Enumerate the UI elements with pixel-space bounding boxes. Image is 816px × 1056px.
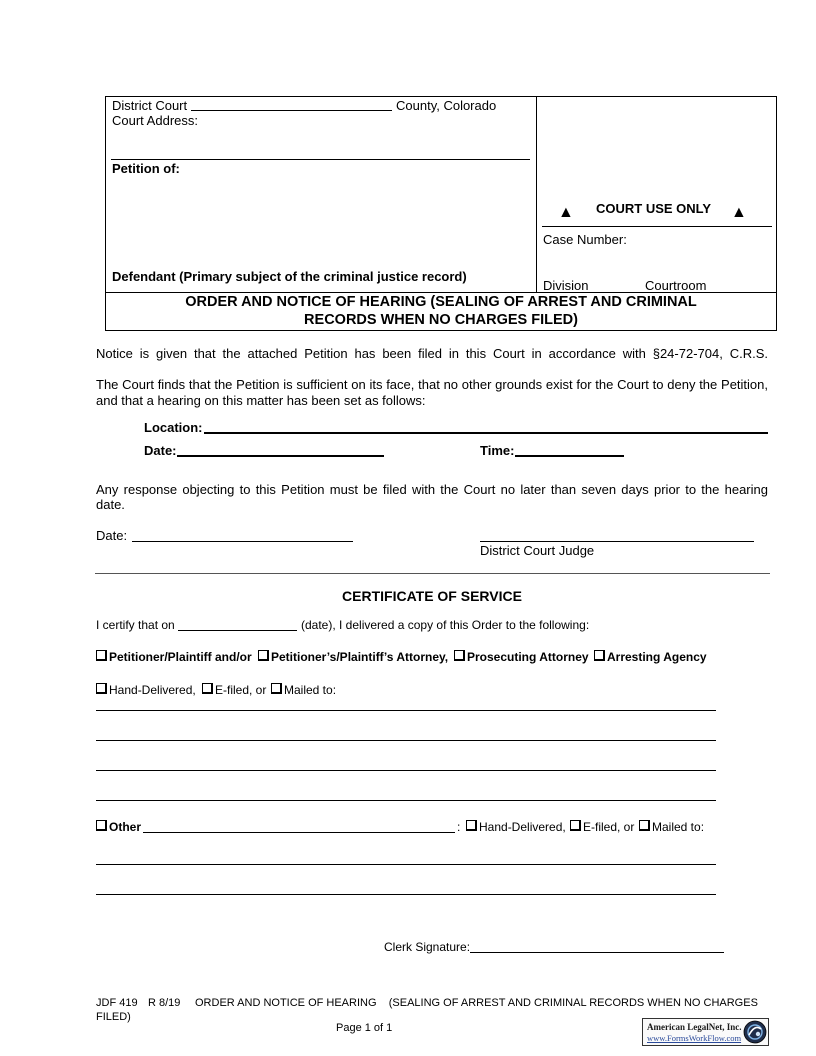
recipient-prosecuting-attorney[interactable] <box>454 650 589 664</box>
finding-text-line-2: and that a hearing on this matter has been set as follows: <box>96 393 426 408</box>
district-court-label: District Court <box>112 98 188 113</box>
service-date-field[interactable] <box>178 630 297 631</box>
footer-title-line-1: ORDER AND NOTICE OF HEARING (SEALING OF ARREST AND CRIMINAL RECORDS WHEN NO CHARGES <box>195 997 758 1009</box>
other-recipient[interactable] <box>96 820 141 834</box>
other-e-filed-label: E-filed, or <box>583 820 635 834</box>
petition-of-label: Petition of: <box>112 161 180 176</box>
notice-text: Notice is given that the attached Petition has been filed in this Court in accordance with §24-72-704, C.R.S. <box>96 346 768 361</box>
other-address-line-1[interactable] <box>96 864 716 865</box>
other-method-hand-delivered[interactable] <box>466 820 566 834</box>
location-label: Location: <box>144 420 203 435</box>
method-hand-delivered[interactable] <box>96 683 196 697</box>
recipient-petitioner[interactable] <box>96 650 252 664</box>
court-address-label: Court Address: <box>112 113 198 128</box>
attorney-checkbox[interactable] <box>258 650 269 661</box>
title-line-2: RECORDS WHEN NO CHARGES FILED) <box>304 312 578 328</box>
county-name-field[interactable] <box>191 110 392 111</box>
response-text-line-1: Any response objecting to this Petition must be filed with the Court no later than seven days prior to the hearing <box>96 482 768 497</box>
address-line-4[interactable] <box>96 800 716 801</box>
e-filed-checkbox[interactable] <box>202 683 213 694</box>
triangle-left-icon: ▲ <box>558 204 574 221</box>
recipient-arresting-label: Arresting Agency <box>607 650 707 664</box>
recipient-prosecuting-label: Prosecuting Attorney <box>467 650 589 664</box>
recipient-attorney-label: Petitioner’s/Plaintiff’s Attorney, <box>271 650 449 664</box>
footer-form-id: JDF 419 <box>96 997 138 1009</box>
other-recipient-field[interactable] <box>143 832 455 833</box>
case-number-label: Case Number: <box>543 232 627 247</box>
recipient-arresting-agency[interactable] <box>594 650 707 664</box>
other-method-e-filed[interactable] <box>570 820 634 834</box>
other-hand-delivered-checkbox[interactable] <box>466 820 477 831</box>
certificate-heading: CERTIFICATE OF SERVICE <box>342 588 522 604</box>
hand-delivered-label: Hand-Delivered, <box>109 683 196 697</box>
american-legalnet-logo[interactable] <box>642 1018 769 1046</box>
other-hand-delivered-label: Hand-Delivered, <box>479 820 566 834</box>
address-line-3[interactable] <box>96 770 716 771</box>
other-e-filed-checkbox[interactable] <box>570 820 581 831</box>
court-address-field[interactable] <box>111 159 530 160</box>
signing-date-field[interactable] <box>132 541 353 542</box>
triangle-right-icon: ▲ <box>731 204 747 221</box>
recipient-petitioner-label: Petitioner/Plaintiff and/or <box>109 650 252 664</box>
mailed-label: Mailed to: <box>284 683 337 697</box>
logo-globe-icon <box>743 1020 767 1044</box>
finding-text-line-1: The Court finds that the Petition is sufficient on its face, that no other grounds exist for the Court to deny the Petition, <box>96 377 768 392</box>
clerk-signature-label: Clerk Signature: <box>384 940 471 954</box>
logo-company-name: American LegalNet, Inc. <box>647 1022 742 1032</box>
petitioner-checkbox[interactable] <box>96 650 107 661</box>
other-colon: : <box>457 820 461 834</box>
section-divider <box>95 573 770 574</box>
other-mailed-checkbox[interactable] <box>639 820 650 831</box>
prosecuting-attorney-checkbox[interactable] <box>454 650 465 661</box>
method-e-filed[interactable] <box>202 683 266 697</box>
method-mailed[interactable] <box>271 683 336 697</box>
courtroom-label: Courtroom <box>645 278 707 293</box>
clerk-signature-field[interactable] <box>470 952 724 953</box>
other-mailed-label: Mailed to: <box>652 820 705 834</box>
signing-date-label: Date: <box>96 528 128 543</box>
hand-delivered-checkbox[interactable] <box>96 683 107 694</box>
hearing-time-field[interactable] <box>515 455 624 457</box>
footer-page-number: Page 1 of 1 <box>336 1022 393 1034</box>
title-line-1: ORDER AND NOTICE OF HEARING (SEALING OF ARREST AND CRIMINAL <box>185 294 697 310</box>
mailed-checkbox[interactable] <box>271 683 282 694</box>
hearing-date-field[interactable] <box>177 455 384 457</box>
other-method-mailed[interactable] <box>639 820 704 834</box>
other-checkbox[interactable] <box>96 820 107 831</box>
footer-revision: R 8/19 <box>148 997 181 1009</box>
certify-prefix: I certify that on <box>96 618 175 632</box>
district-court-judge-label: District Court Judge <box>480 543 595 558</box>
response-text-line-2: date. <box>96 497 125 512</box>
recipient-attorney[interactable] <box>258 650 448 664</box>
e-filed-label: E-filed, or <box>215 683 267 697</box>
location-field[interactable] <box>204 432 768 434</box>
court-use-only-rule <box>542 226 772 227</box>
logo-website: www.FormsWorkFlow.com <box>647 1033 742 1043</box>
certify-suffix: (date), I delivered a copy of this Order to the following: <box>301 618 590 632</box>
hearing-date-label: Date: <box>144 443 177 458</box>
address-line-2[interactable] <box>96 740 716 741</box>
judge-signature-field[interactable] <box>480 541 754 542</box>
caption-vertical-divider <box>536 96 537 293</box>
other-address-line-2[interactable] <box>96 894 716 895</box>
other-label: Other <box>109 820 142 834</box>
division-label: Division <box>543 278 589 293</box>
hearing-time-label: Time: <box>480 443 515 458</box>
footer-title-line-2: FILED) <box>96 1011 131 1023</box>
defendant-label: Defendant (Primary subject of the criminal justice record) <box>112 269 467 284</box>
address-line-1[interactable] <box>96 710 716 711</box>
arresting-agency-checkbox[interactable] <box>594 650 605 661</box>
county-colorado-label: County, Colorado <box>396 98 497 113</box>
court-use-only-label: COURT USE ONLY <box>596 201 712 216</box>
